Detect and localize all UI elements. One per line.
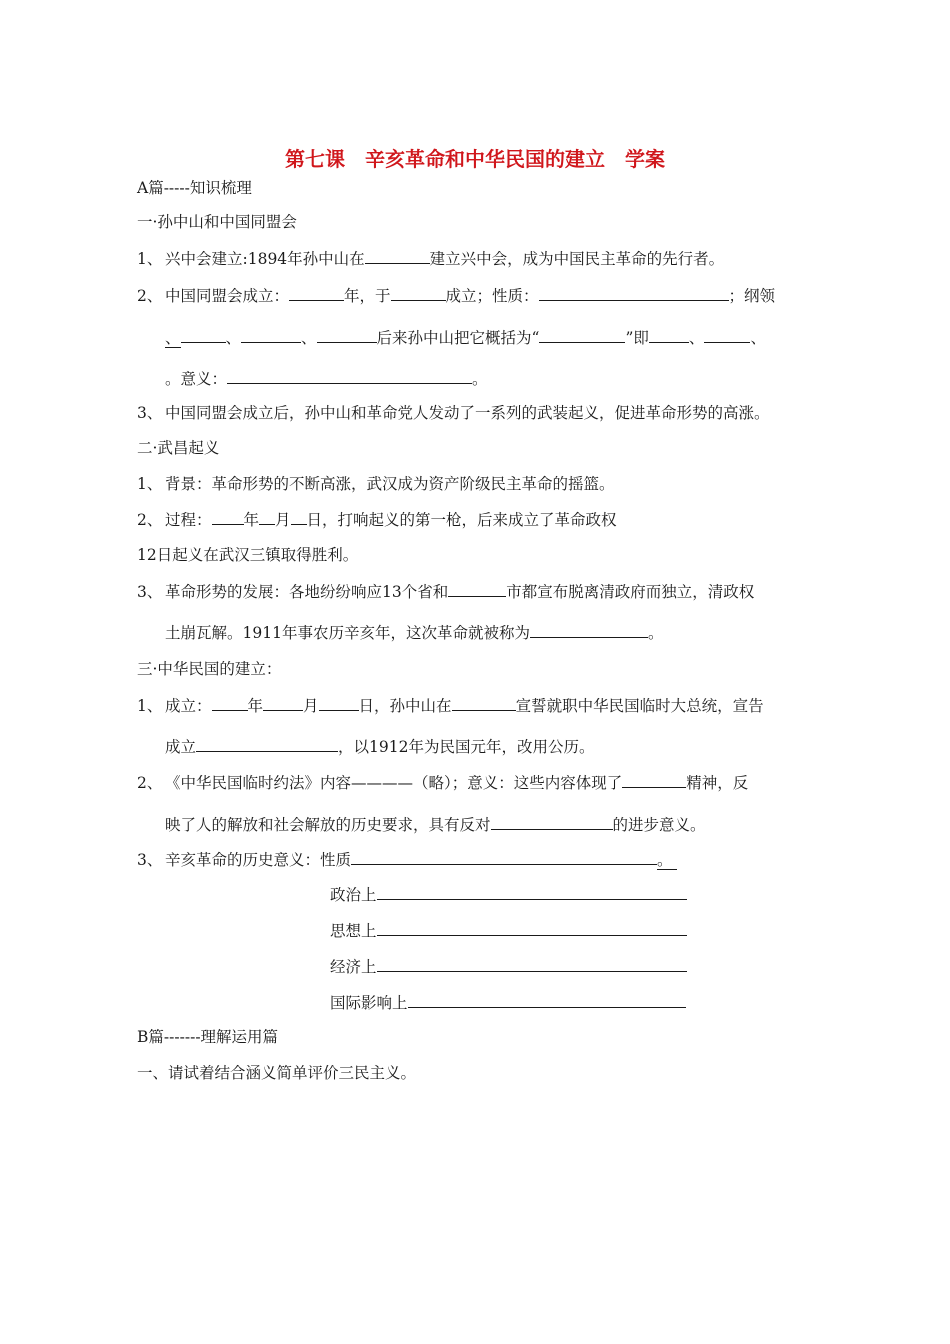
blank-line [241, 326, 301, 343]
blank-line [212, 508, 244, 525]
blank-line [365, 247, 430, 264]
s3-item-3: 3、 辛亥革命的历史意义：性质 。 [137, 848, 677, 871]
s1-item-2: 2、 中国同盟会成立： 年，于 成立；性质： ；纲领 [137, 284, 775, 307]
s3-item-3-politics: 政治上 [330, 883, 687, 906]
blank-line [291, 508, 307, 525]
blank-line [539, 284, 729, 301]
blank-line [377, 883, 687, 900]
s2-item-1: 1、 背景：革命形势的不断高涨，武汉成为资产阶级民主革命的摇篮。 [137, 475, 615, 493]
s1-item-2-line-3: 。意义： 。 [165, 367, 488, 390]
s3-item-2: 2、 《中华民国临时约法》内容————（略）；意义：这些内容体现了 精神，反 [137, 771, 748, 794]
section-3-heading: 三·中华民国的建立： [137, 660, 282, 678]
blank-line [539, 326, 625, 343]
blank-line [491, 813, 613, 830]
s2-item-3: 3、 革命形势的发展：各地纷纷响应13个省和 市都宣布脱离清政府而独立，清政权 [137, 580, 754, 603]
blank-line [212, 694, 248, 711]
page-title: 第七课 辛亥革命和中华民国的建立 学案 [285, 147, 665, 171]
blank-line [317, 326, 377, 343]
blank-line [227, 367, 472, 384]
s3-item-1-line-2: 成立 ，以1912年为民国元年，改用公历。 [165, 735, 594, 758]
blank-line [452, 694, 516, 711]
section-2-heading: 二·武昌起义 [137, 439, 220, 457]
blank-line [408, 991, 686, 1008]
section-1-heading: 一·孙中山和中国同盟会 [137, 213, 297, 231]
blank-line [649, 326, 689, 343]
s3-item-2-line-2: 映了人的解放和社会解放的历史要求，具有反对 的进步意义。 [165, 813, 706, 836]
blank-line [263, 694, 303, 711]
s1-item-2-line-2: 、 、 、 后来孙中山把它概括为“ ”即 、 、 [165, 326, 766, 349]
s2-item-2-continuation: 12日起义在武汉三镇取得胜利。 [137, 546, 359, 564]
blank-line [377, 919, 687, 936]
blank-line [181, 326, 226, 343]
blank-line [448, 580, 506, 597]
s1-item-3: 3、 中国同盟会成立后，孙中山和革命党人发动了一系列的武装起义，促进革命形势的高涨。 [137, 404, 770, 422]
blank-line [196, 735, 338, 752]
part-a-heading: A篇-----知识梳理 [137, 179, 252, 197]
s3-item-1: 1、 成立： 年 月 日，孙中山在 宣誓就职中华民国临时大总统，宣告 [137, 694, 764, 717]
s3-item-3-thought: 思想上 [330, 919, 687, 942]
s3-item-3-international: 国际影响上 [330, 991, 686, 1014]
blank-line [622, 771, 686, 788]
s2-item-2: 2、 过程： 年 月 日，打响起义的第一枪，后来成立了革命政权 [137, 508, 617, 531]
part-b-question-1: 一、请试着结合涵义简单评价三民主义。 [137, 1064, 417, 1082]
s3-item-3-economy: 经济上 [330, 955, 687, 978]
part-b-heading: B篇-------理解运用篇 [137, 1028, 279, 1046]
blank-line [391, 284, 446, 301]
blank-line [704, 326, 750, 343]
blank-line [530, 621, 648, 638]
s2-item-3-line-2: 土崩瓦解。1911年事农历辛亥年，这次革命就被称为 。 [165, 621, 663, 644]
blank-line [319, 694, 359, 711]
blank-line [377, 955, 687, 972]
blank-line [259, 508, 275, 525]
blank-line [289, 284, 344, 301]
s1-item-1: 1、 兴中会建立:1894年孙中山在 建立兴中会，成为中国民主革命的先行者。 [137, 247, 724, 270]
blank-line [351, 848, 657, 865]
